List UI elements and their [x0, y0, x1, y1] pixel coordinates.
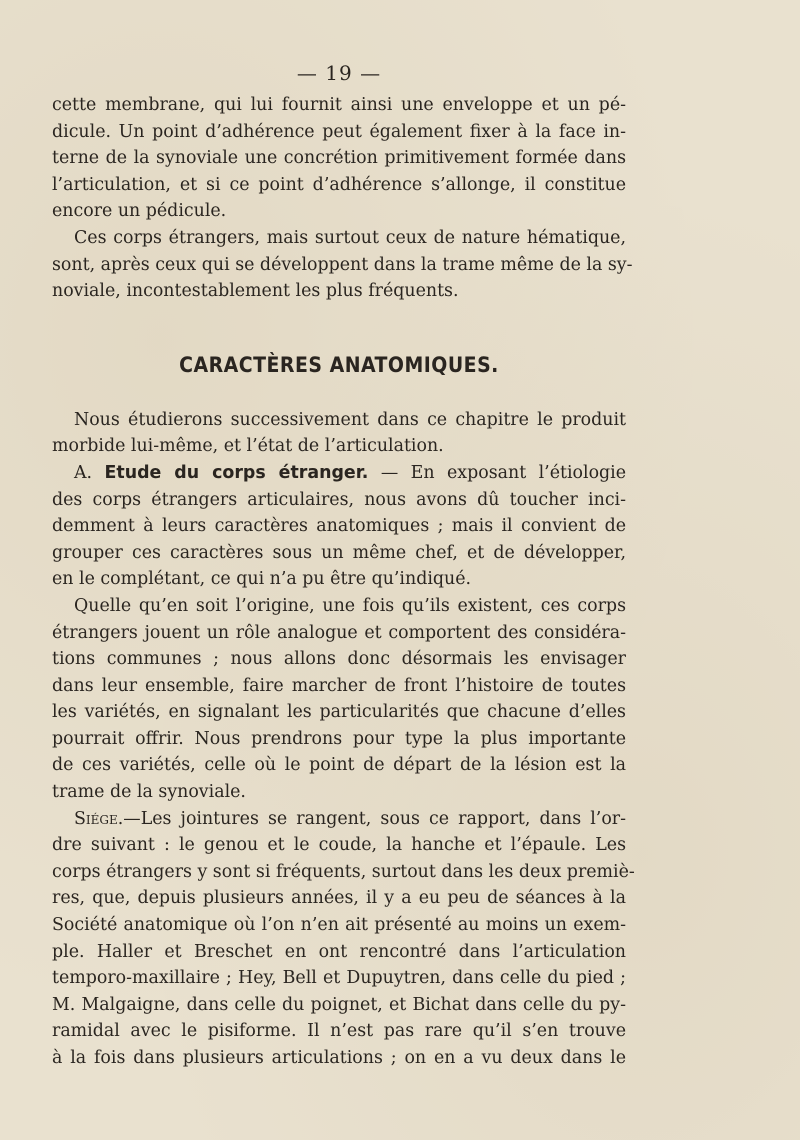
siege-label: Siége. — [74, 808, 124, 829]
siege-first-line — [52, 806, 626, 833]
subsection-etude — [52, 460, 626, 593]
text-line: demment à leurs caractères anatomiques ; mais il convient de — [52, 516, 626, 537]
text-line: Nous étudierons successivement dans ce chapitre le produit — [74, 409, 626, 430]
paragraph-siege — [52, 806, 635, 1072]
subsection-marker: A. — [74, 462, 93, 483]
text-line: noviale, incontestablement les plus fréquents. — [52, 281, 459, 302]
text-line: en le complétant, ce qui n’a pu être qu’indiqué. — [52, 569, 472, 590]
text-line: ramidal avec le pisiforme. Il n’est pas rare qu’il s’en trouve — [52, 1021, 626, 1042]
text-line: grouper ces caractères sous un même chef, et de développer, — [52, 542, 626, 563]
text-line: M. Malgaigne, dans celle du poignet, et Bichat dans celle du py- — [52, 994, 626, 1015]
paragraph-intro — [52, 407, 626, 460]
text-line: à la fois dans plusieurs articulations ; on en a vu deux dans le — [52, 1048, 626, 1068]
text-line: corps étrangers y sont si fréquents, surtout dans les deux premiè- — [52, 861, 635, 882]
text-line: encore un pédicule. — [52, 201, 227, 222]
page-number: — 19 — — [296, 61, 382, 85]
text-line: l’articulation, et si ce point d’adhérence s’allonge, il constitue — [52, 174, 626, 195]
subsection-first-line — [52, 460, 626, 487]
text-line: tions communes ; nous allons donc désormais les envisager — [52, 649, 626, 670]
text-line: des corps étrangers articulaires, nous avons dû toucher inci- — [52, 489, 626, 510]
text-line: Société anatomique où l’on n’en ait présenté au moins un exem- — [52, 915, 626, 936]
subsection-lead: — En exposant l’étiologie — [380, 462, 627, 483]
text-line: morbide lui-même, et l’état de l’articulation. — [52, 436, 444, 457]
text-line: temporo-maxillaire ; Hey, Bell et Dupuytren, dans celle du pied ; — [52, 968, 626, 989]
text-line: dicule. Un point d’adhérence peut également fixer à la face in- — [52, 121, 626, 142]
siege-lead: —Les jointures se rangent, sous ce rapport, dans l’or- — [123, 808, 626, 829]
text-line: res, que, depuis plusieurs années, il y a eu peu de séances à la — [52, 888, 626, 909]
text-line: Quelle qu’en soit l’origine, une fois qu’ils existent, ces corps — [74, 595, 626, 616]
text-line: dans leur ensemble, faire marcher de front l’histoire de toutes — [52, 675, 626, 696]
text-line: trame de la synoviale. — [52, 782, 246, 803]
text-line: terne de la synoviale une concrétion primitivement formée dans — [52, 148, 626, 169]
text-line: de ces variétés, celle où le point de départ de la lésion est la — [52, 755, 626, 776]
paragraph-origine — [52, 593, 626, 806]
subsection-heading: Etude du corps étranger. — [104, 462, 369, 483]
text-line: sont, après ceux qui se développent dans la trame même de la sy- — [52, 254, 633, 275]
text-line: étrangers jouent un rôle analogue et comportent des considéra- — [52, 622, 626, 643]
paragraph-frequence — [52, 225, 633, 305]
text-line: cette membrane, qui lui fournit ainsi une enveloppe et un pé- — [52, 95, 626, 115]
text-line: dre suivant : le genou et le coude, la hanche et l’épaule. Les — [52, 835, 626, 856]
text-line: ple. Haller et Breschet en ont rencontré dans l’articulation — [52, 941, 626, 962]
text-line: pourrait offrir. Nous prendrons pour type la plus importante — [52, 728, 626, 749]
text-line: Ces corps étrangers, mais surtout ceux de nature hématique, — [74, 227, 626, 248]
page — [52, 60, 635, 1072]
text-line: les variétés, en signalant les particularités que chacune d’elles — [52, 702, 626, 723]
section-title: CARACTÈRES ANATOMIQUES. — [179, 352, 499, 377]
paragraph-pedicule — [52, 92, 626, 225]
